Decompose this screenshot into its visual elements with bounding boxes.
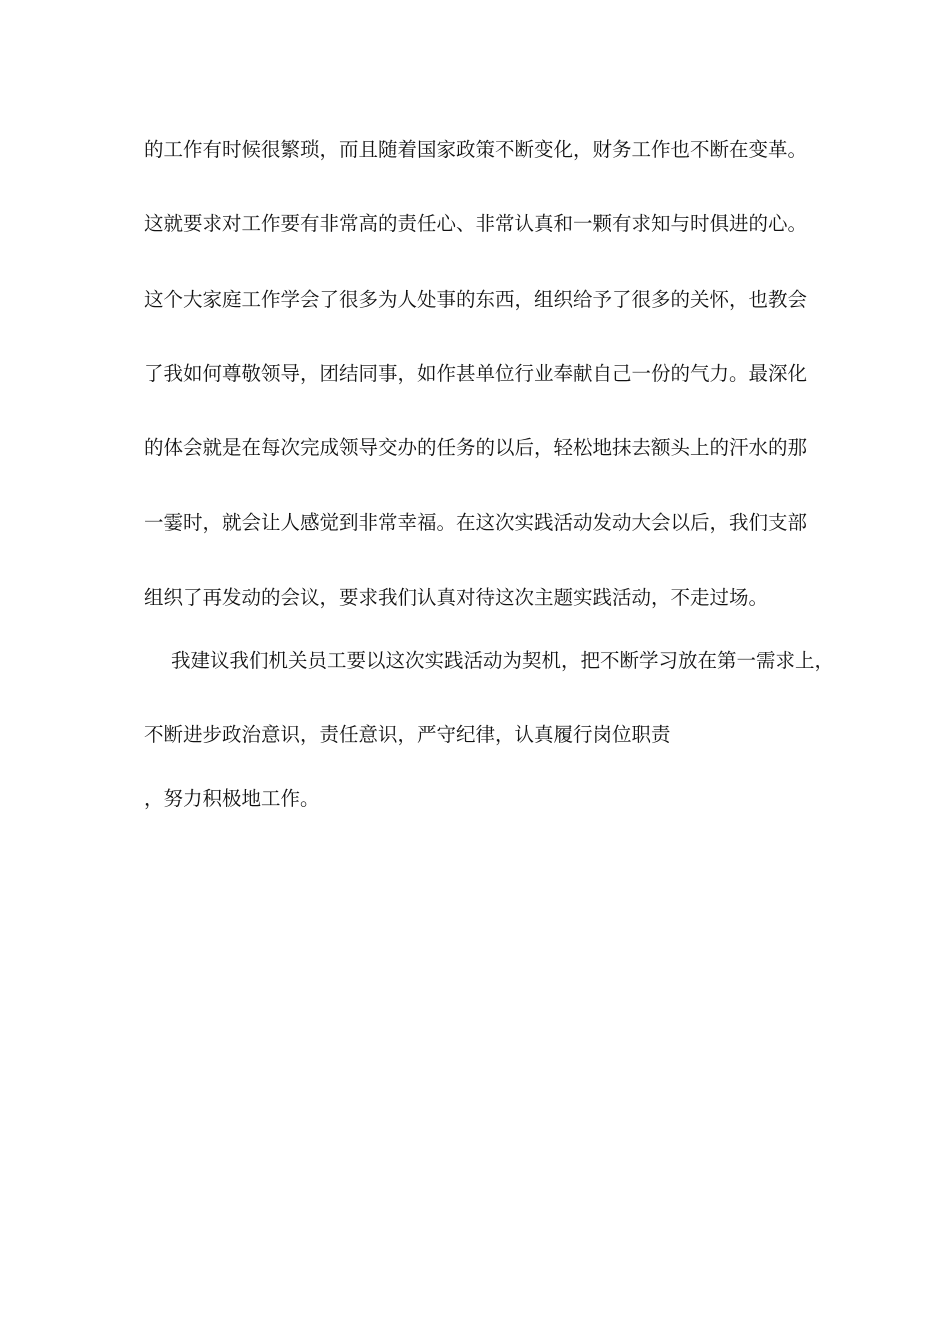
paragraph-first-line: 我建议我们机关员工要以这次实践活动为契机，把不断学习放在第一需求上，	[171, 649, 835, 672]
text-line: 组织了再发动的会议，要求我们认真对待这次主题实践活动，不走过场。	[144, 586, 769, 609]
text-line: 这个大家庭工作学会了很多为人处事的东西，组织给予了很多的关怀，也教会	[144, 288, 808, 311]
text-line: 了我如何尊敬领导，团结同事，如作甚单位行业奉献自己一份的气力。最深化	[144, 362, 808, 385]
text-line: 不断进步政治意识，责任意识，严守纪律，认真履行岗位职责	[144, 723, 671, 746]
text-line: ，努力积极地工作。	[144, 787, 320, 810]
text-line: 的工作有时候很繁琐，而且随着国家政策不断变化，财务工作也不断在变革。	[144, 138, 808, 161]
text-line: 一霎时，就会让人感觉到非常幸福。在这次实践活动发动大会以后，我们支部	[144, 511, 808, 534]
text-line: 的体会就是在每次完成领导交办的任务的以后，轻松地抹去额头上的汗水的那	[144, 436, 808, 459]
text-line: 这就要求对工作要有非常高的责任心、非常认真和一颗有求知与时俱进的心。	[144, 212, 808, 235]
